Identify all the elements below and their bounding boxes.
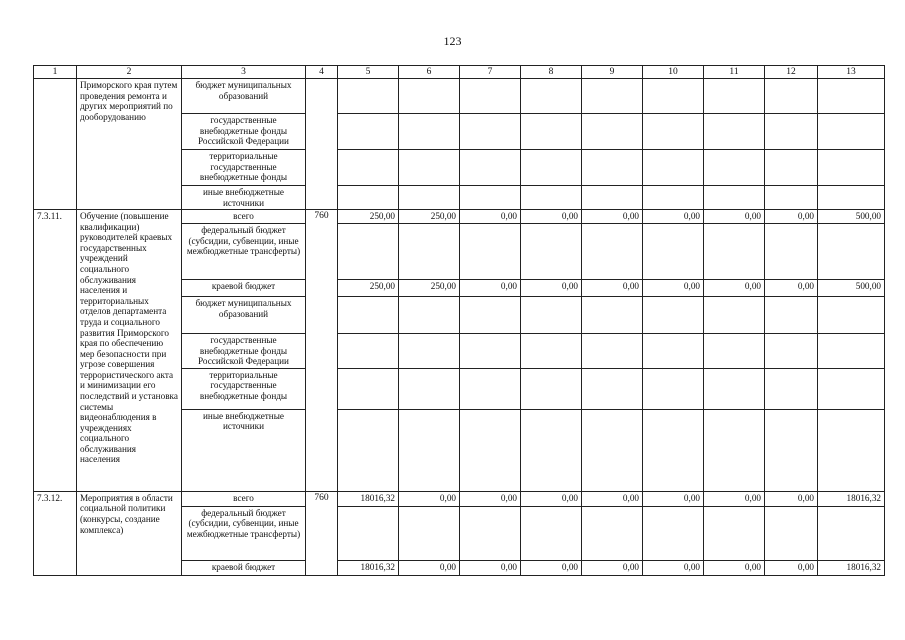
- budget-code: 760: [306, 210, 338, 492]
- funding-source: территориальные государственные внебюджетные фонды: [182, 150, 306, 186]
- funding-source: федеральный бюджет (субсидии, субвенции, иные межбюджетные трансферты): [182, 506, 306, 560]
- value-cell: 0,00: [643, 280, 704, 297]
- header-cell: 1: [34, 66, 77, 79]
- value-cell: [582, 506, 643, 560]
- value-cell: 0,00: [643, 210, 704, 224]
- value-cell: [582, 409, 643, 491]
- value-cell: [460, 409, 521, 491]
- value-cell: [643, 506, 704, 560]
- value-cell: [818, 297, 885, 334]
- value-cell: [818, 334, 885, 369]
- value-cell: [818, 150, 885, 186]
- value-cell: 250,00: [338, 280, 399, 297]
- header-cell: 13: [818, 66, 885, 79]
- value-cell: 0,00: [460, 560, 521, 575]
- value-cell: [704, 186, 765, 210]
- value-cell: [460, 297, 521, 334]
- value-cell: [521, 79, 582, 114]
- budget-code: [306, 79, 338, 210]
- value-cell: [643, 224, 704, 280]
- funding-source: всего: [182, 210, 306, 224]
- value-cell: [818, 79, 885, 114]
- header-cell: 5: [338, 66, 399, 79]
- value-cell: [818, 114, 885, 150]
- value-cell: [399, 334, 460, 369]
- value-cell: [399, 150, 460, 186]
- value-cell: 0,00: [399, 560, 460, 575]
- value-cell: 0,00: [765, 210, 818, 224]
- value-cell: [460, 506, 521, 560]
- value-cell: [399, 409, 460, 491]
- value-cell: 0,00: [460, 491, 521, 506]
- header-cell: 10: [643, 66, 704, 79]
- value-cell: [521, 409, 582, 491]
- value-cell: [643, 409, 704, 491]
- value-cell: [818, 409, 885, 491]
- item-name: Обучение (повышение квалификации) руководителей краевых государственных учреждений социального обслуживания населения и территориальных отделов департамента труда и социального развития Приморского края по обеспечению мер безопасности при угрозе совершения террористического акта и минимизации его последствий и установка системы видеонаблюдения в учреждениях социального обслуживания населения: [77, 210, 182, 492]
- value-cell: [765, 186, 818, 210]
- value-cell: [582, 368, 643, 409]
- value-cell: [582, 79, 643, 114]
- header-row: [34, 66, 885, 79]
- funding-source: федеральный бюджет (субсидии, субвенции, иные межбюджетные трансферты): [182, 224, 306, 280]
- value-cell: [765, 224, 818, 280]
- header-cell: 6: [399, 66, 460, 79]
- value-cell: [460, 114, 521, 150]
- value-cell: 0,00: [582, 280, 643, 297]
- value-cell: 0,00: [765, 491, 818, 506]
- value-cell: [521, 368, 582, 409]
- value-cell: [704, 114, 765, 150]
- funding-source: краевой бюджет: [182, 560, 306, 575]
- value-cell: [582, 297, 643, 334]
- value-cell: [704, 297, 765, 334]
- value-cell: [765, 297, 818, 334]
- value-cell: [765, 506, 818, 560]
- value-cell: 0,00: [521, 560, 582, 575]
- item-index: 7.3.11.: [34, 210, 77, 492]
- value-cell: [704, 79, 765, 114]
- item-index: 7.3.12.: [34, 491, 77, 575]
- value-cell: 0,00: [643, 560, 704, 575]
- value-cell: [338, 150, 399, 186]
- table-row: [34, 210, 885, 224]
- item-name: Мероприятия в области социальной политики (конкурсы, создание комплекса): [77, 491, 182, 575]
- value-cell: [704, 368, 765, 409]
- value-cell: [460, 186, 521, 210]
- funding-source: государственные внебюджетные фонды Российской Федерации: [182, 334, 306, 369]
- value-cell: [582, 186, 643, 210]
- header-cell: 8: [521, 66, 582, 79]
- value-cell: [521, 150, 582, 186]
- value-cell: [338, 506, 399, 560]
- value-cell: 0,00: [521, 280, 582, 297]
- value-cell: [818, 368, 885, 409]
- value-cell: [338, 79, 399, 114]
- value-cell: [704, 334, 765, 369]
- value-cell: 0,00: [521, 210, 582, 224]
- value-cell: 250,00: [399, 280, 460, 297]
- value-cell: [582, 114, 643, 150]
- value-cell: [818, 224, 885, 280]
- value-cell: [338, 297, 399, 334]
- value-cell: [460, 334, 521, 369]
- value-cell: [818, 186, 885, 210]
- value-cell: 18016,32: [338, 491, 399, 506]
- value-cell: [643, 334, 704, 369]
- funding-source: краевой бюджет: [182, 280, 306, 297]
- value-cell: [521, 224, 582, 280]
- value-cell: 0,00: [704, 280, 765, 297]
- funding-source: иные внебюджетные источники: [182, 409, 306, 491]
- item-name: Приморского края путем проведения ремонта и других мероприятий по дооборудованию: [77, 79, 182, 210]
- funding-source: территориальные государственные внебюджетные фонды: [182, 368, 306, 409]
- value-cell: [643, 297, 704, 334]
- value-cell: [521, 114, 582, 150]
- value-cell: [338, 334, 399, 369]
- value-cell: 0,00: [399, 491, 460, 506]
- value-cell: [521, 334, 582, 369]
- value-cell: [818, 506, 885, 560]
- value-cell: [399, 186, 460, 210]
- value-cell: [643, 79, 704, 114]
- funding-source: государственные внебюджетные фонды Российской Федерации: [182, 114, 306, 150]
- header-cell: 3: [182, 66, 306, 79]
- item-index: [34, 79, 77, 210]
- value-cell: [704, 506, 765, 560]
- funding-source: бюджет муниципальных образований: [182, 79, 306, 114]
- value-cell: [460, 79, 521, 114]
- funding-source: иные внебюджетные источники: [182, 186, 306, 210]
- value-cell: [460, 368, 521, 409]
- value-cell: [399, 224, 460, 280]
- value-cell: 0,00: [460, 280, 521, 297]
- value-cell: 0,00: [521, 491, 582, 506]
- value-cell: 250,00: [399, 210, 460, 224]
- funding-source: бюджет муниципальных образований: [182, 297, 306, 334]
- value-cell: [399, 114, 460, 150]
- header-cell: 4: [306, 66, 338, 79]
- funding-source: всего: [182, 491, 306, 506]
- value-cell: [399, 79, 460, 114]
- value-cell: 500,00: [818, 280, 885, 297]
- value-cell: 18016,32: [338, 560, 399, 575]
- table-row: [34, 79, 885, 114]
- value-cell: [704, 409, 765, 491]
- table-row: [34, 491, 885, 506]
- header-cell: 9: [582, 66, 643, 79]
- value-cell: 0,00: [582, 210, 643, 224]
- value-cell: [765, 368, 818, 409]
- value-cell: [521, 506, 582, 560]
- value-cell: 18016,32: [818, 560, 885, 575]
- value-cell: 0,00: [582, 560, 643, 575]
- value-cell: 0,00: [704, 491, 765, 506]
- value-cell: [704, 224, 765, 280]
- header-cell: 12: [765, 66, 818, 79]
- value-cell: [338, 114, 399, 150]
- value-cell: [582, 224, 643, 280]
- budget-code: 760: [306, 491, 338, 575]
- value-cell: [460, 224, 521, 280]
- value-cell: 250,00: [338, 210, 399, 224]
- value-cell: [643, 150, 704, 186]
- value-cell: [582, 334, 643, 369]
- value-cell: 0,00: [460, 210, 521, 224]
- value-cell: [582, 150, 643, 186]
- value-cell: [704, 150, 765, 186]
- value-cell: 18016,32: [818, 491, 885, 506]
- value-cell: [765, 114, 818, 150]
- value-cell: [643, 368, 704, 409]
- value-cell: 0,00: [582, 491, 643, 506]
- header-cell: 7: [460, 66, 521, 79]
- value-cell: [399, 297, 460, 334]
- value-cell: [338, 409, 399, 491]
- value-cell: [338, 368, 399, 409]
- value-cell: [765, 150, 818, 186]
- value-cell: [643, 186, 704, 210]
- value-cell: [338, 224, 399, 280]
- header-cell: 2: [77, 66, 182, 79]
- value-cell: 500,00: [818, 210, 885, 224]
- value-cell: [399, 506, 460, 560]
- header-cell: 11: [704, 66, 765, 79]
- value-cell: [765, 334, 818, 369]
- value-cell: [521, 297, 582, 334]
- value-cell: [338, 186, 399, 210]
- budget-table: [33, 65, 885, 576]
- value-cell: [521, 186, 582, 210]
- value-cell: 0,00: [704, 210, 765, 224]
- value-cell: 0,00: [765, 280, 818, 297]
- value-cell: 0,00: [704, 560, 765, 575]
- value-cell: [643, 114, 704, 150]
- value-cell: [399, 368, 460, 409]
- value-cell: 0,00: [765, 560, 818, 575]
- page-number: 123: [443, 34, 462, 48]
- value-cell: [765, 79, 818, 114]
- value-cell: [765, 409, 818, 491]
- value-cell: 0,00: [643, 491, 704, 506]
- value-cell: [460, 150, 521, 186]
